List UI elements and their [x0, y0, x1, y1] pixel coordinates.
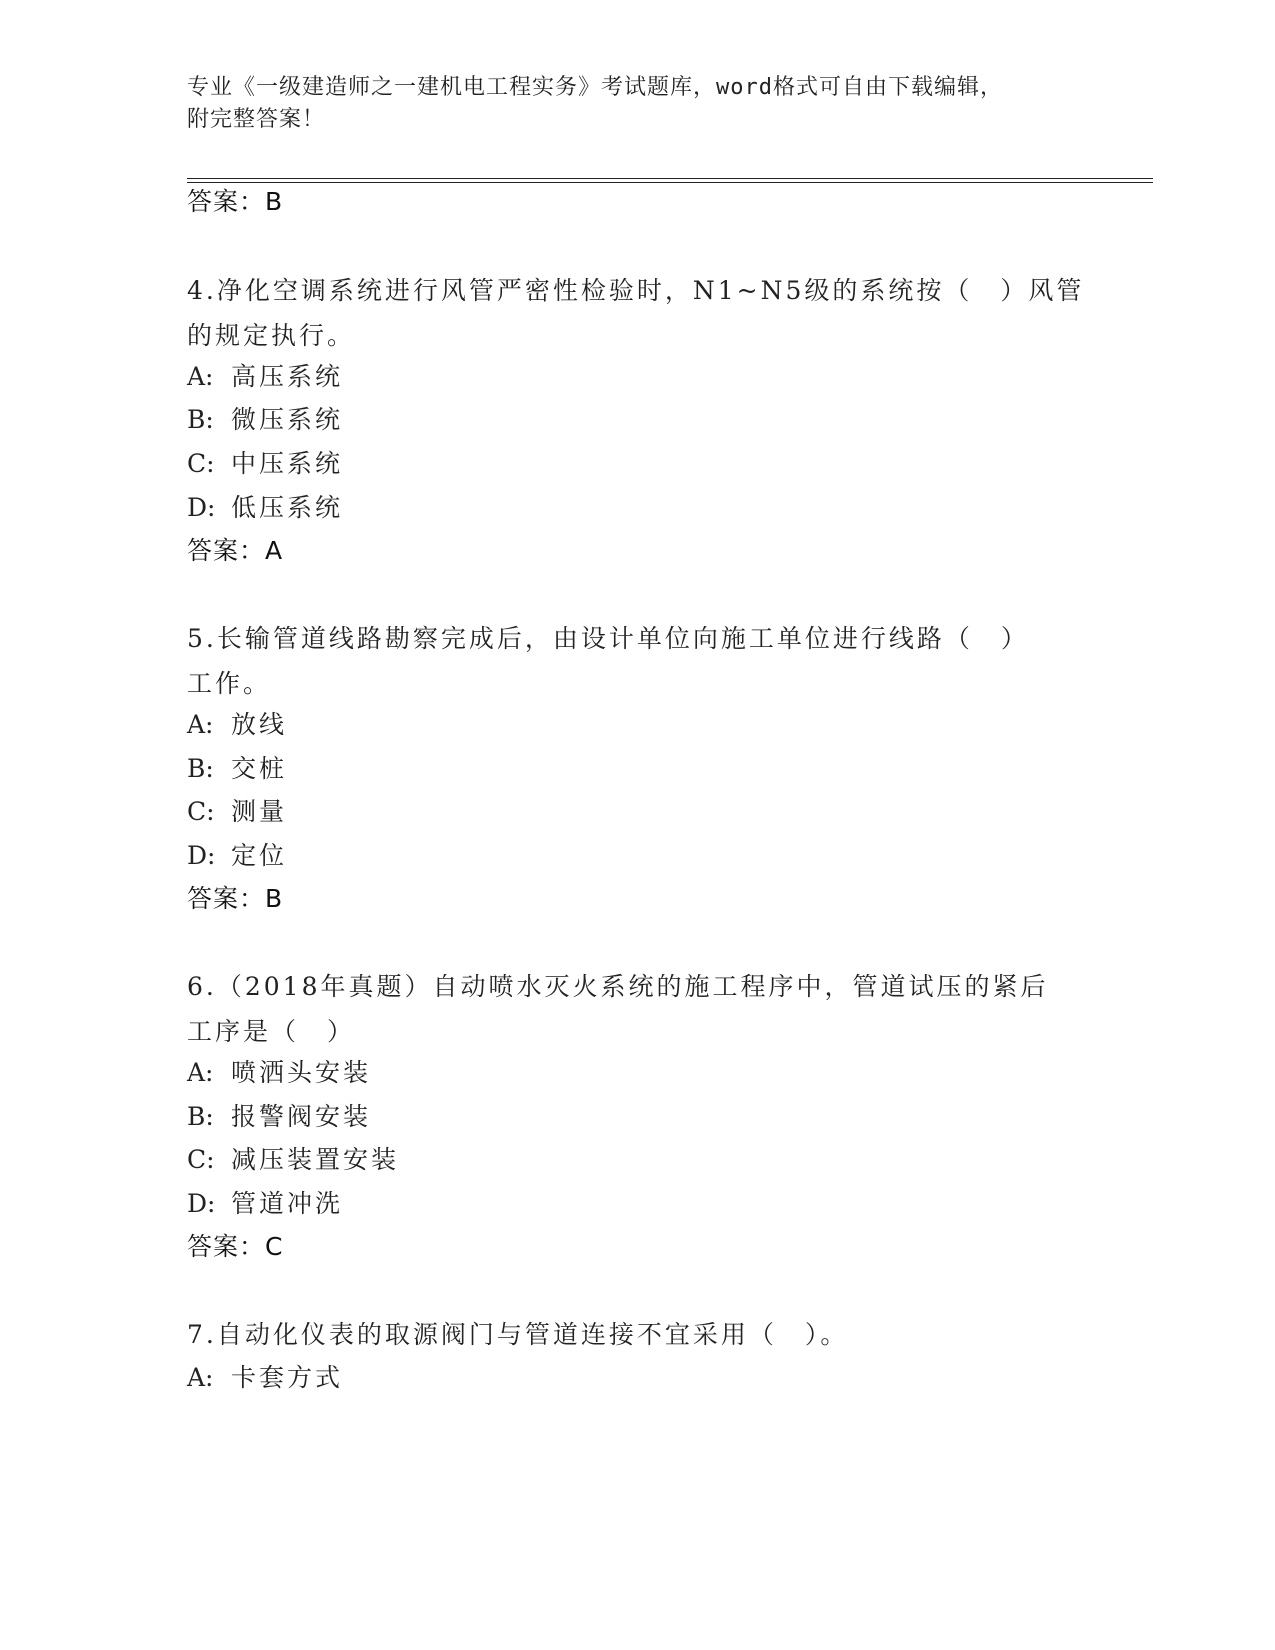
question-7-line-1: 7.自动化仪表的取源阀门与管道连接不宜采用（ ）。 — [187, 1320, 849, 1349]
option-key: B: — [187, 405, 214, 434]
option-text: 低压系统 — [231, 493, 344, 522]
question-4-line-1: 4.净化空调系统进行风管严密性检验时，N1~N5级的系统按（ ）风管 — [187, 276, 1085, 305]
question-5-option-b — [187, 753, 287, 785]
question-6-option-d — [187, 1188, 343, 1220]
question-4-option-b — [187, 404, 343, 436]
option-text: 微压系统 — [231, 405, 344, 434]
option-key: A: — [187, 1058, 214, 1087]
header-line-2: 附完整答案！ — [187, 107, 326, 132]
question-6 — [187, 964, 1087, 1054]
document-header — [187, 72, 1067, 136]
answer-q6: 答案：C — [187, 1232, 284, 1261]
answer-q3: 答案：B — [187, 187, 284, 216]
question-6-line-2: 工序是（ ） — [187, 1017, 356, 1046]
question-4 — [187, 268, 1087, 358]
option-text: 测量 — [231, 797, 288, 826]
question-4-option-c — [187, 448, 343, 480]
answer-q5: 答案：B — [187, 884, 284, 913]
option-text: 定位 — [231, 841, 288, 870]
option-text: 中压系统 — [231, 449, 344, 478]
question-5-option-c — [187, 796, 287, 828]
question-4-option-a — [187, 361, 343, 393]
option-key: C: — [187, 1145, 215, 1174]
option-text: 放线 — [231, 710, 288, 739]
question-7 — [187, 1312, 1087, 1357]
option-text: 喷洒头安装 — [231, 1058, 372, 1087]
option-text: 卡套方式 — [231, 1363, 344, 1392]
option-key: D: — [187, 493, 216, 522]
option-text: 减压装置安装 — [231, 1145, 400, 1174]
option-key: D: — [187, 841, 216, 870]
option-key: A: — [187, 1363, 214, 1392]
option-key: D: — [187, 1189, 216, 1218]
option-text: 报警阀安装 — [231, 1102, 372, 1131]
question-5-option-a — [187, 709, 287, 741]
option-key: C: — [187, 797, 215, 826]
question-4-option-d — [187, 492, 343, 524]
question-6-option-b — [187, 1101, 371, 1133]
option-text: 交桩 — [231, 754, 288, 783]
question-6-line-1: 6.（2018年真题）自动喷水灭火系统的施工程序中，管道试压的紧后 — [187, 972, 1049, 1001]
question-5 — [187, 616, 1087, 706]
question-6-option-c — [187, 1144, 399, 1176]
option-key: A: — [187, 710, 214, 739]
question-7-option-a — [187, 1362, 343, 1394]
header-line-1: 专业《一级建造师之一建机电工程实务》考试题库，word格式可自由下载编辑， — [187, 75, 1003, 100]
question-5-option-d — [187, 840, 287, 872]
option-key: B: — [187, 754, 214, 783]
option-key: B: — [187, 1102, 214, 1131]
question-6-option-a — [187, 1057, 371, 1089]
header-divider — [187, 178, 1153, 183]
option-text: 管道冲洗 — [231, 1189, 344, 1218]
question-5-line-1: 5.长输管道线路勘察完成后，由设计单位向施工单位进行线路（ ） — [187, 624, 1029, 653]
option-text: 高压系统 — [231, 362, 344, 391]
answer-q4: 答案：A — [187, 536, 284, 565]
question-5-line-2: 工作。 — [187, 669, 272, 698]
question-4-line-2: 的规定执行。 — [187, 321, 356, 350]
option-key: A: — [187, 362, 214, 391]
option-key: C: — [187, 449, 215, 478]
